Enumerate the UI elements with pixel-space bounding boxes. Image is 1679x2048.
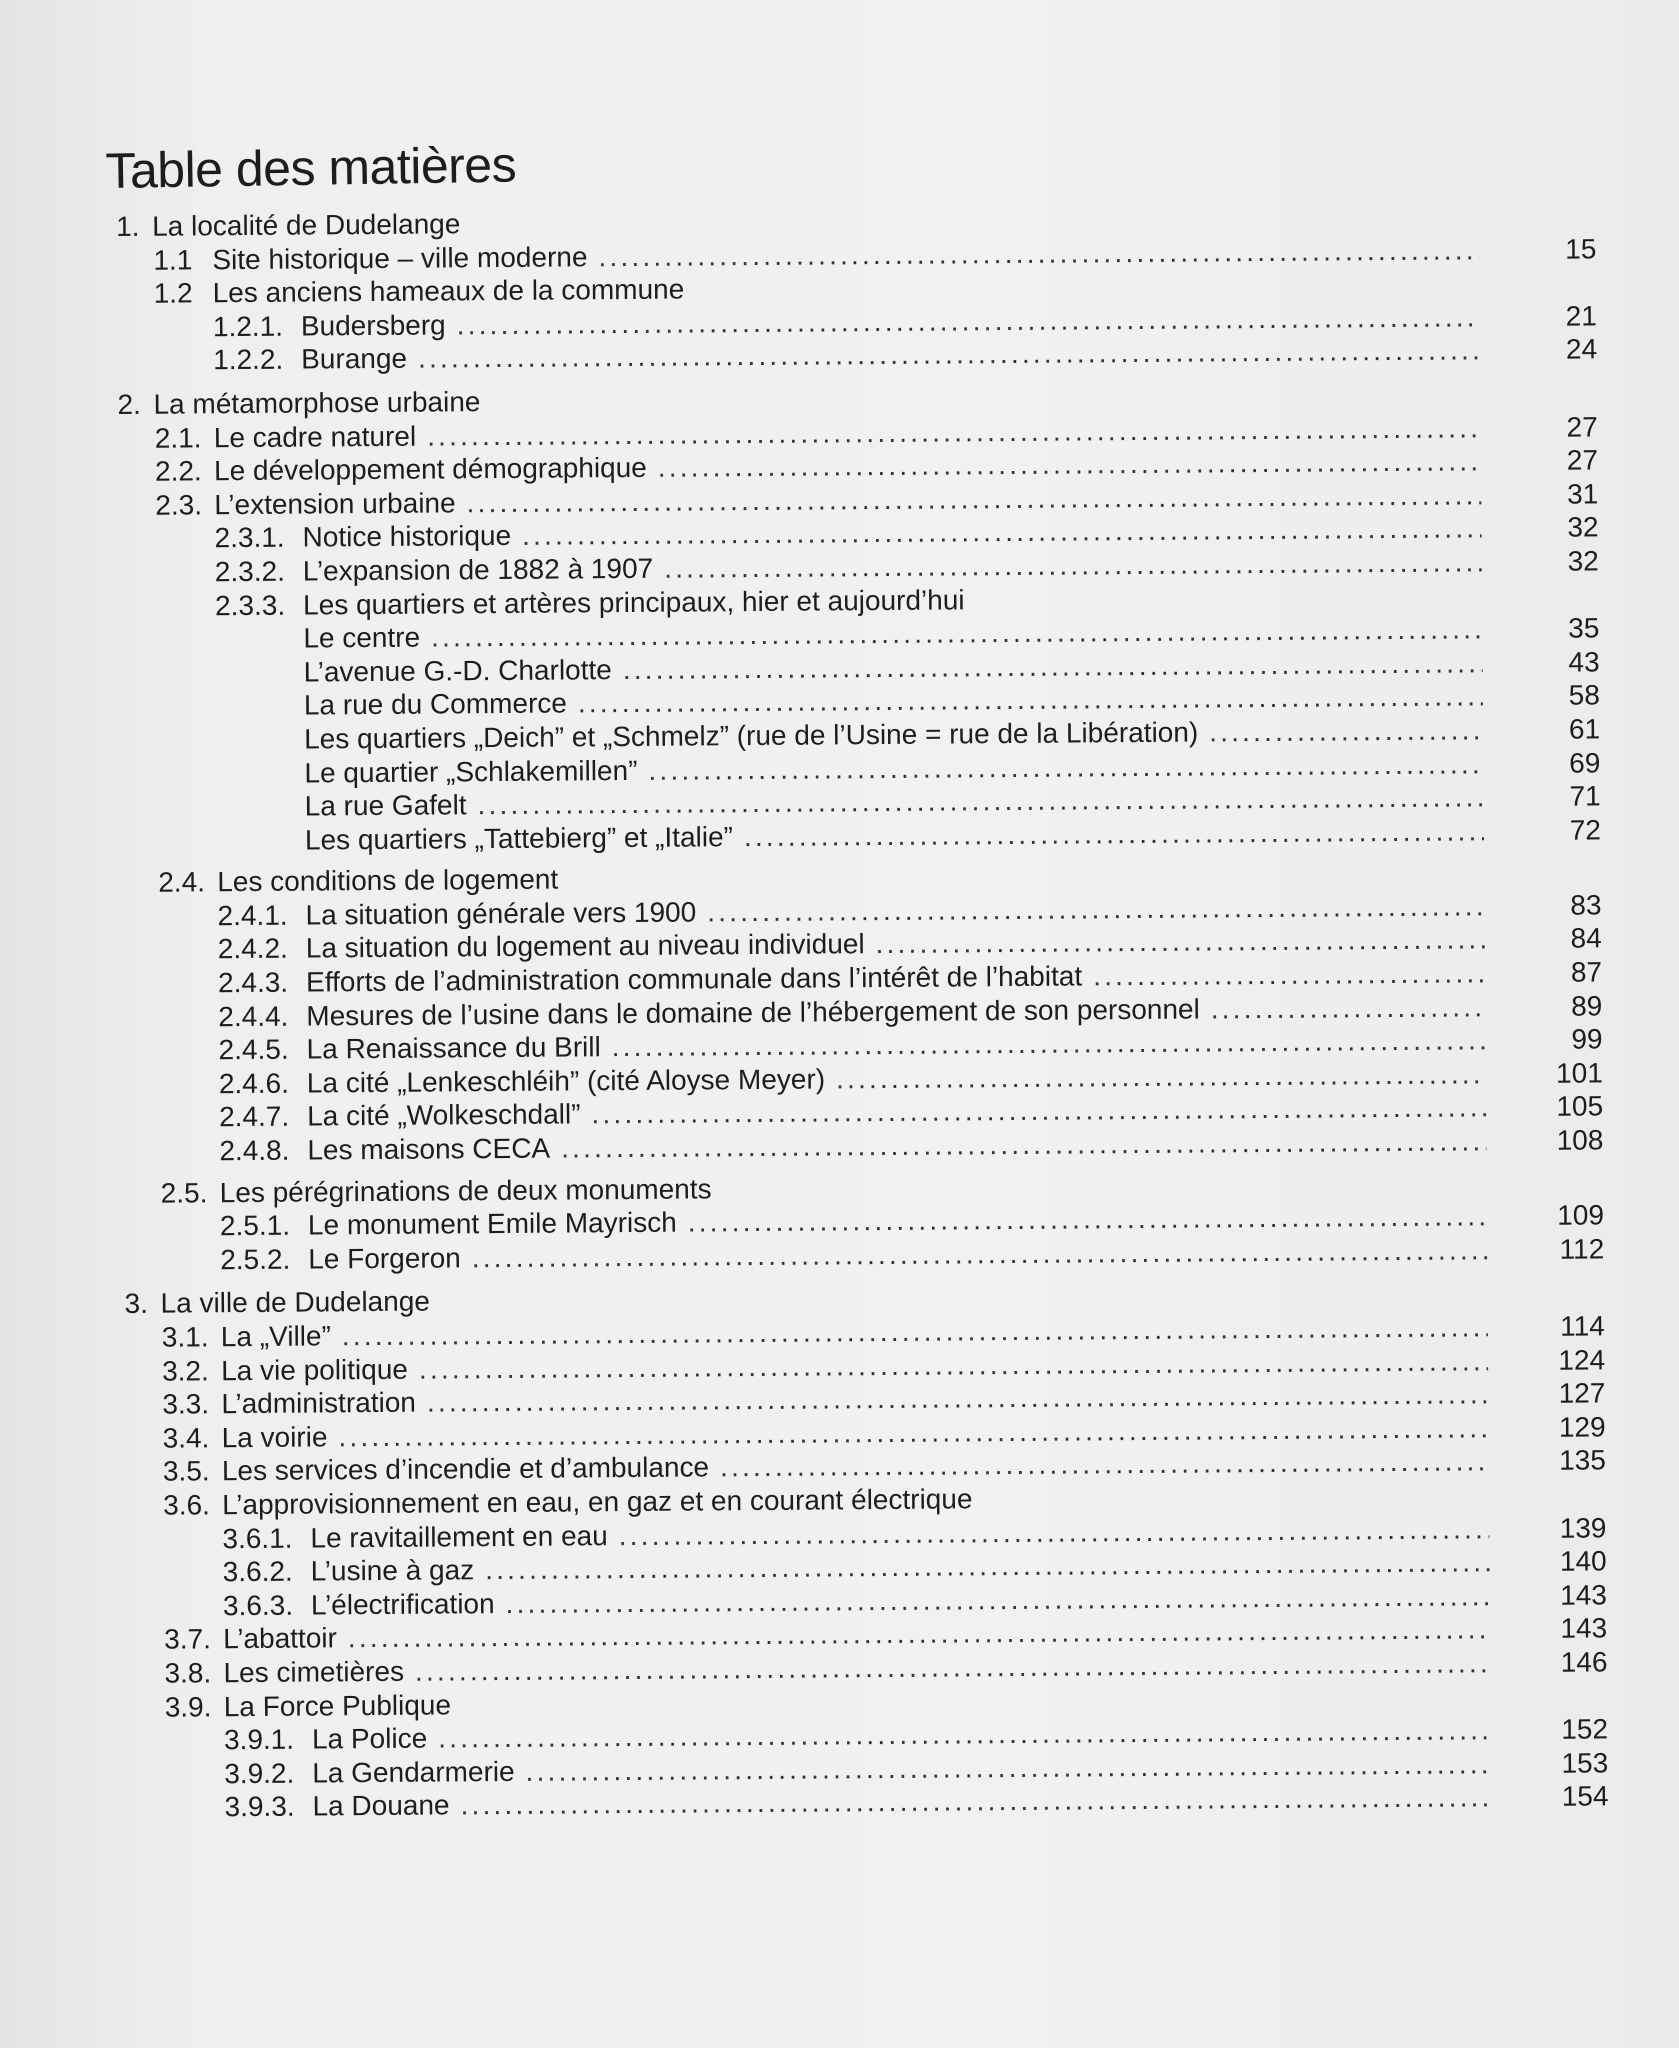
entry-title: L’extension urbaine ..... — [214, 478, 1481, 522]
chapter-number: 2. — [117, 388, 142, 420]
page-number: 152 — [1561, 1713, 1609, 1745]
page-number: 27 — [1566, 410, 1598, 443]
page-number: 58 — [1568, 679, 1600, 711]
page-number: 105 — [1556, 1090, 1604, 1123]
entry-number: 2.3.1. — [214, 522, 285, 554]
chapter-title: La ville de Dudelange — [160, 1285, 431, 1320]
page-number: 15 — [1565, 232, 1597, 265]
entry-title: Le centre ..... — [303, 612, 1482, 655]
entry-title: Le Forgeron ..... — [308, 1233, 1487, 1276]
entry-title: Les quartiers „Deich” et „Schmelz” (rue de l’Usine = rue de la Libération) ..... — [304, 713, 1483, 756]
entry-title: L’expansion de 1882 à 1907 ..... — [303, 545, 1482, 588]
entry-title: La situation générale vers 1900 ..... — [305, 889, 1484, 932]
entry-number: 2.3.3. — [214, 589, 286, 621]
entry-title: Le cadre naturel ..... — [214, 411, 1481, 455]
page-number: 32 — [1567, 511, 1599, 543]
entry-title: Le quartier „Schlakemillen” ..... — [304, 747, 1483, 790]
entry-title: La Gendarmerie ..... — [312, 1747, 1491, 1790]
page-number: 35 — [1568, 612, 1600, 644]
entry-number: 3.6.3. — [222, 1589, 294, 1621]
entry-number: 3.4. — [162, 1422, 210, 1454]
page-number: 32 — [1567, 545, 1599, 577]
entry-title: La „Ville” ..... — [221, 1310, 1488, 1354]
entry-number: 2.4.3. — [217, 966, 289, 999]
entry-title: La Douane ..... — [312, 1781, 1491, 1824]
entry-title: Notice historique ..... — [302, 512, 1481, 555]
entry-title: L’administration ..... — [221, 1377, 1488, 1421]
page-number: 101 — [1555, 1057, 1603, 1089]
page-number: 24 — [1565, 333, 1598, 365]
page-number: 72 — [1569, 814, 1602, 846]
entry-number: 3.9. — [164, 1690, 212, 1723]
entry-number: 1.2.2. — [213, 344, 284, 376]
page-number: 99 — [1571, 1023, 1603, 1055]
entry-number: 2.1. — [154, 421, 202, 454]
entry-number: 2.5.1. — [219, 1209, 291, 1242]
entry-number: 3.2. — [161, 1354, 209, 1387]
entry-number: 2.4.4. — [218, 1000, 289, 1032]
chapter-title: La métamorphose urbaine — [153, 386, 481, 420]
page-number: 27 — [1566, 444, 1599, 476]
entry-number: 2.3.2. — [214, 555, 286, 588]
entry-number: 3.8. — [164, 1657, 212, 1689]
page-number: 114 — [1560, 1310, 1605, 1342]
entry-number: 2.4.7. — [219, 1101, 290, 1133]
entry-number: 2.4. — [158, 866, 206, 898]
entry-number: 1.2.1. — [212, 310, 284, 343]
entry-title: La rue Gafelt ..... — [305, 780, 1484, 823]
entry-number: 2.2. — [154, 455, 202, 487]
entry-number: 3.6.2. — [222, 1555, 293, 1588]
entry-number: 3.9.3. — [224, 1790, 295, 1823]
page-number: 127 — [1558, 1377, 1606, 1409]
chapter-number: 1. — [116, 210, 140, 242]
entry-title: La rue du Commerce ..... — [304, 680, 1483, 723]
table-of-contents — [116, 198, 1609, 1824]
entry-number: 3.6.1. — [222, 1522, 293, 1554]
entry-number: 2.4.6. — [218, 1067, 290, 1100]
entry-number: 2.5.2. — [220, 1243, 291, 1276]
entry-title: L’approvisionnement en eau, en gaz et en courant électrique — [222, 1483, 973, 1521]
entry-number: 2.5. — [160, 1176, 208, 1209]
entry-title: La Police ..... — [312, 1713, 1491, 1756]
page-number: 61 — [1568, 713, 1601, 745]
entry-title: La voirie ..... — [222, 1411, 1489, 1455]
entry-title: La Renaissance du Brill ..... — [306, 1024, 1485, 1067]
entry-title: La situation du logement au niveau individuel ..... — [306, 923, 1485, 966]
entry-title: La cité „Lenkeschléih” (cité Aloyse Meyer) ..... — [307, 1057, 1486, 1100]
entry-number: 2.4.1. — [217, 899, 288, 932]
page-title: Table des matières — [105, 136, 517, 199]
page-number: 31 — [1566, 478, 1599, 510]
entry-number: 2.4.8. — [219, 1134, 290, 1167]
page-number: 21 — [1565, 300, 1597, 332]
page-number: 146 — [1560, 1646, 1608, 1678]
page-number: 108 — [1556, 1124, 1604, 1156]
page-number: 89 — [1571, 990, 1603, 1022]
page-number: 129 — [1558, 1411, 1606, 1443]
entry-number: 2.4.5. — [218, 1033, 289, 1066]
entry-title: Site historique – ville moderne ..... — [212, 233, 1479, 277]
page-number: 71 — [1569, 780, 1601, 812]
entry-number: 3.1. — [161, 1321, 209, 1353]
entry-title: Mesures de l’usine dans le domaine de l’hébergement de son personnel ..... — [306, 990, 1485, 1033]
entry-title: Les quartiers et artères principaux, hier et aujourd’hui — [302, 583, 965, 621]
entry-title: Les conditions de logement — [217, 863, 559, 898]
entry-number: 3.7. — [164, 1623, 212, 1656]
page-number: 135 — [1559, 1444, 1606, 1477]
page-number: 143 — [1560, 1579, 1608, 1611]
entry-title: Les quartiers „Tattebierg” et „Italie” ..... — [305, 814, 1484, 857]
page-number: 84 — [1570, 922, 1602, 955]
page-number: 43 — [1568, 646, 1600, 678]
chapter-number: 3. — [124, 1288, 149, 1320]
page-number: 140 — [1559, 1545, 1607, 1577]
entry-title: L’avenue G.-D. Charlotte ..... — [304, 646, 1483, 689]
entry-title: Le ravitaillement en eau ..... — [310, 1512, 1489, 1555]
page-number: 143 — [1560, 1612, 1608, 1645]
entry-title: Le développement démographique ..... — [214, 444, 1481, 488]
entry-number: 1.1 — [153, 243, 193, 276]
entry-number: 3.5. — [162, 1455, 210, 1488]
page-number: 154 — [1561, 1780, 1609, 1813]
page-number: 124 — [1558, 1343, 1606, 1376]
page-number: 83 — [1570, 889, 1602, 921]
page-number: 139 — [1559, 1511, 1607, 1544]
entry-number: 2.3. — [155, 489, 203, 521]
chapter-title: La localité de Dudelange — [152, 208, 461, 242]
entry-title: La cité „Wolkeschdall” ..... — [307, 1091, 1486, 1134]
entry-number: 2.4.2. — [217, 933, 288, 965]
entry-title: Les anciens hameaux de la commune — [212, 273, 685, 309]
entry-title: Les cimetières ..... — [223, 1646, 1490, 1690]
entry-number: 1.2 — [153, 277, 193, 309]
entry-title: Burange ..... — [301, 334, 1480, 377]
entry-title: Budersberg ..... — [301, 300, 1480, 343]
page-number: 109 — [1557, 1199, 1605, 1231]
entry-title: La Force Publique — [223, 1688, 452, 1722]
page-number: 87 — [1570, 956, 1603, 988]
page-number: 69 — [1569, 746, 1601, 779]
entry-title: Efforts de l’administration communale dans l’intérêt de l’habitat ..... — [306, 956, 1485, 999]
entry-title: Les services d’incendie et d’ambulance ..... — [222, 1445, 1489, 1489]
entry-title: Les pérégrinations de deux monuments — [219, 1172, 712, 1208]
entry-number: 3.9.1. — [223, 1723, 295, 1756]
entry-title: L’électrification ..... — [311, 1579, 1490, 1622]
entry-number: 3.6. — [163, 1489, 210, 1521]
entry-title: Le monument Emile Mayrisch ..... — [308, 1199, 1487, 1242]
page-number: 153 — [1561, 1747, 1609, 1779]
entry-title: Les maisons CECA ..... — [307, 1124, 1486, 1167]
entry-number: 3.9.2. — [224, 1757, 295, 1789]
entry-number: 3.3. — [162, 1388, 210, 1420]
entry-title: L’usine à gaz ..... — [311, 1545, 1490, 1588]
entry-title: La vie politique ..... — [221, 1344, 1488, 1388]
page-number: 112 — [1559, 1233, 1605, 1265]
entry-title: L’abattoir ..... — [223, 1613, 1490, 1657]
